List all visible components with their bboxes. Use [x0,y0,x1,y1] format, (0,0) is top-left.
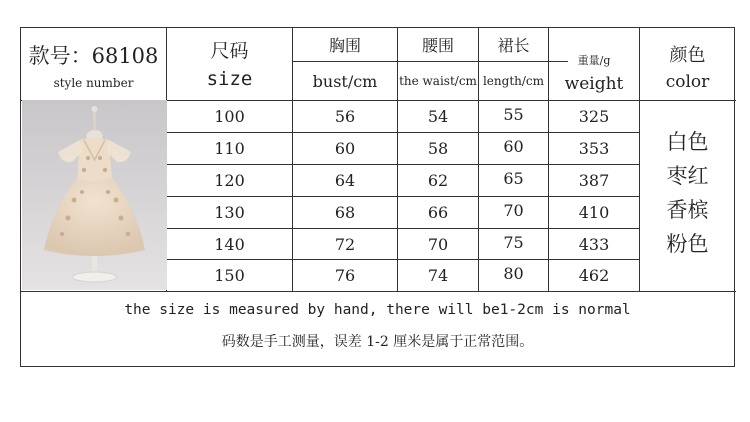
color-jujube-red: 枣红 [666,164,709,188]
length-header-cn: 裙长 [497,36,530,55]
size-chart [20,27,735,367]
size-cell: 130 [214,203,245,222]
bust-cell: 76 [334,266,356,285]
waist-cell: 74 [427,266,449,285]
size-cell: 120 [214,171,245,190]
color-header-cn: 颜色 [669,45,706,66]
length-header-en: length/cm [482,74,545,88]
style-number: 款号：68108 [28,44,159,68]
length-cell: 70 [503,201,524,220]
waist-cell: 70 [427,234,449,254]
note-cn: 码数是手工测量，误差 1-2 厘米是属于正常范围。 [221,334,534,350]
size-cell: 140 [214,234,245,254]
dress-photo [22,100,167,290]
bust-cell: 60 [334,139,356,158]
color-header-en: color [665,72,710,92]
bust-cell: 64 [334,171,356,190]
bust-header-cn: 胸围 [328,36,361,55]
bust-cell: 56 [334,107,356,126]
size-cell: 100 [214,107,245,126]
length-cell: 65 [503,169,524,188]
waist-cell: 54 [427,107,449,126]
waist-header-cn: 腰围 [421,36,454,55]
size-cell: 110 [214,139,245,158]
weight-cell: 387 [578,171,610,190]
bust-cell: 68 [334,203,356,222]
dress-illustration [22,100,167,290]
weight-header-en: weight [564,74,624,94]
color-pink: 粉色 [666,232,709,256]
color-list [640,126,735,258]
note-en: the size is measured by hand, there will be1-2cm is normal [124,302,631,318]
length-cell: 75 [503,232,524,252]
style-number-en: style number [53,76,134,90]
bust-cell: 72 [334,234,356,254]
waist-cell: 62 [427,171,449,190]
color-champagne: 香槟 [666,198,709,222]
bust-header-en: bust/cm [312,71,378,91]
weight-cell: 410 [578,203,610,222]
waist-cell: 58 [427,139,449,158]
color-white: 白色 [666,130,709,154]
weight-cell: 325 [578,107,610,126]
size-header-cn: 尺码 [210,39,249,62]
weight-cell: 462 [578,266,610,285]
size-header-en: size [206,68,253,90]
weight-cell: 433 [578,234,610,254]
length-cell: 80 [503,264,524,283]
size-cell: 150 [214,266,245,285]
waist-header-en: the waist/cm [399,74,477,88]
weight-cell: 353 [578,139,610,158]
length-cell: 55 [503,105,524,124]
waist-cell: 66 [427,203,449,222]
weight-header-cn: 重量/g [577,54,611,67]
length-cell: 60 [503,137,524,156]
